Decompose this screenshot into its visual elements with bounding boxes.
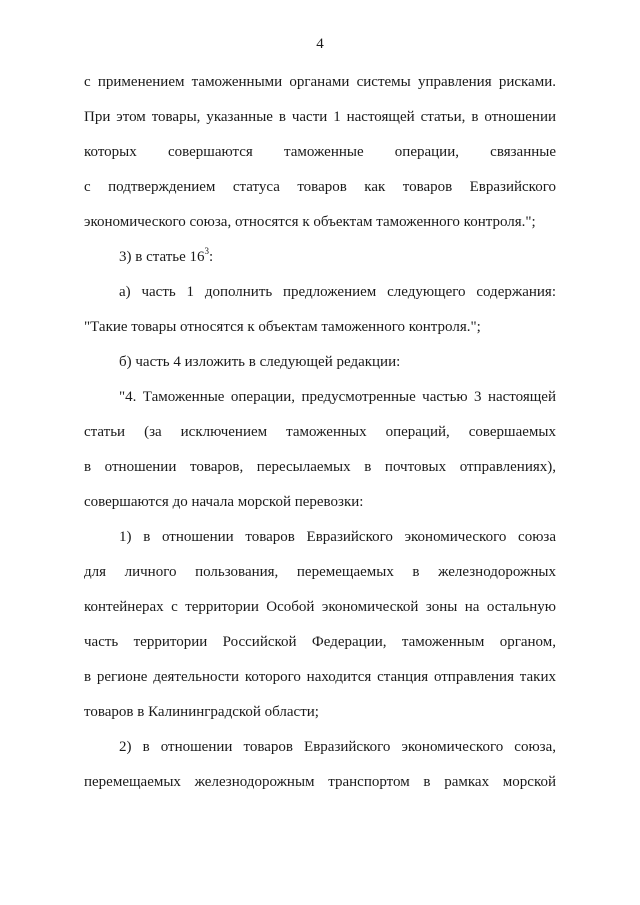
article-heading-colon: : [209, 249, 214, 265]
text-line: а) часть 1 дополнить предложением следующего содержания: [119, 284, 556, 300]
text-line: с подтверждением статуса товаров как товаров Евразийского [84, 179, 556, 195]
text-line: для личного пользования, перемещаемых в железнодорожных [84, 564, 556, 580]
article-heading [119, 247, 556, 267]
text-line: 2) в отношении товаров Евразийского экономического союза, [119, 739, 556, 755]
text-line: "4. Таможенные операции, предусмотренные частью 3 настоящей [119, 389, 556, 405]
text-line: экономического союза, относятся к объектам таможенного контроля."; [84, 214, 536, 230]
text-line: перемещаемых железнодорожным транспортом в рамках морской [84, 774, 556, 790]
article-heading-text: 3) в статье 16 [119, 249, 205, 265]
text-line: в регионе деятельности которого находится станция отправления таких [84, 669, 556, 685]
text-line: с применением таможенными органами системы управления рисками. [84, 74, 556, 90]
page-number: 4 [316, 36, 324, 52]
text-line: часть территории Российской Федерации, таможенным органом, [84, 634, 556, 650]
text-line: 1) в отношении товаров Евразийского экономического союза [119, 529, 556, 545]
text-line: совершаются до начала морской перевозки: [84, 494, 364, 510]
article-superscript: 3 [204, 246, 210, 256]
text-line: статьи (за исключением таможенных операций, совершаемых [84, 424, 556, 440]
text-line: контейнерах с территории Особой экономической зоны на остальную [84, 599, 556, 615]
text-line: "Такие товары относятся к объектам таможенного контроля."; [84, 319, 481, 335]
text-line: При этом товары, указанные в части 1 настоящей статьи, в отношении [84, 109, 556, 125]
text-line: б) часть 4 изложить в следующей редакции: [119, 354, 401, 370]
text-line: товаров в Калининградской области; [84, 704, 319, 720]
text-line: которых совершаются таможенные операции, связанные [84, 144, 556, 160]
text-line: в отношении товаров, пересылаемых в почтовых отправлениях), [84, 459, 556, 475]
